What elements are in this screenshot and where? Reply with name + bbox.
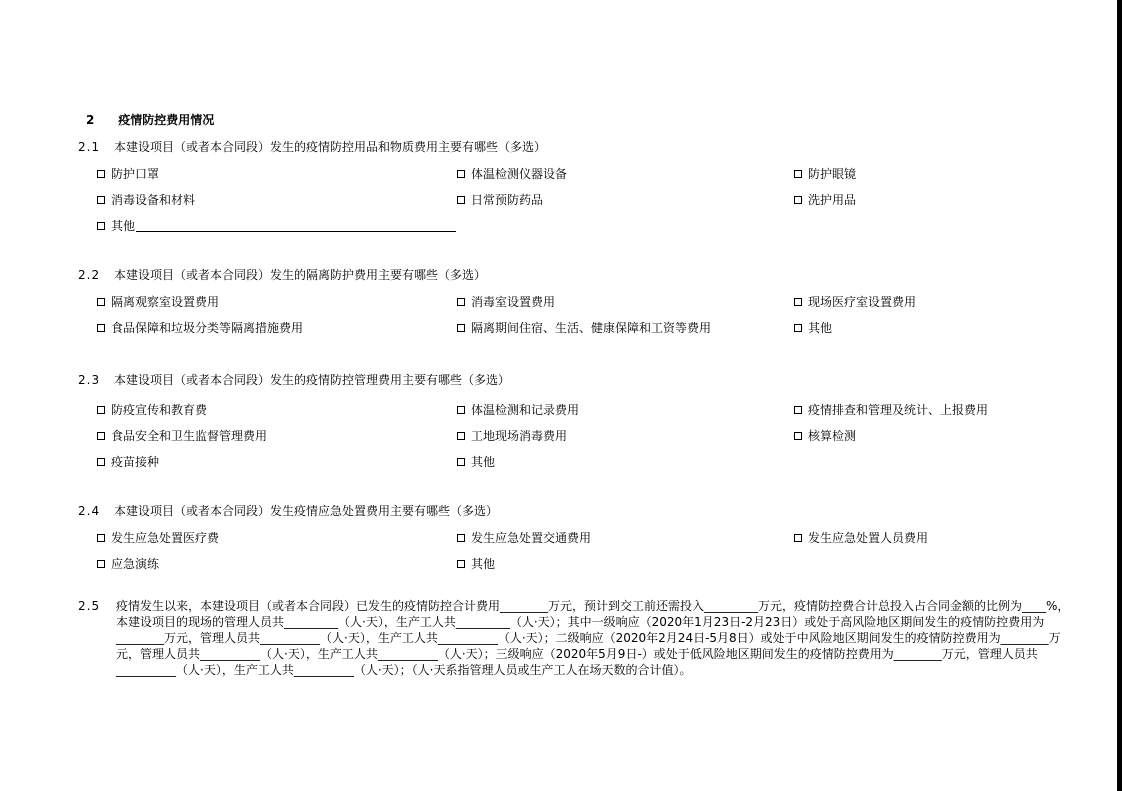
option-label: 疫苗接种 [111, 455, 160, 469]
checkbox-icon[interactable] [457, 432, 465, 440]
checkbox-option[interactable] [97, 401, 207, 418]
checkbox-option[interactable] [794, 319, 832, 336]
question-number: 2.3 [78, 373, 101, 387]
checkbox-icon[interactable] [457, 406, 465, 414]
option-label: 消毒设备和材料 [111, 193, 196, 207]
checkbox-icon[interactable] [794, 432, 802, 440]
checkbox-icon[interactable] [97, 298, 105, 306]
section-title [86, 111, 214, 128]
option-label: 日常预防药品 [471, 193, 544, 207]
checkbox-icon[interactable] [457, 170, 465, 178]
checkbox-icon[interactable] [97, 222, 105, 230]
checkbox-option[interactable] [457, 529, 591, 546]
checkbox-option[interactable] [97, 165, 159, 182]
option-label: 其他 [111, 219, 136, 233]
option-label: 应急演练 [111, 557, 160, 571]
option-label: 隔离期间住宿、生活、健康保障和工资等费用 [471, 321, 712, 335]
page-edge [1117, 0, 1122, 791]
checkbox-icon[interactable] [97, 324, 105, 332]
option-label: 隔离观察室设置费用 [111, 295, 220, 309]
checkbox-icon[interactable] [97, 406, 105, 414]
checkbox-option[interactable] [457, 555, 495, 572]
checkbox-icon[interactable] [794, 324, 802, 332]
checkbox-icon[interactable] [457, 196, 465, 204]
checkbox-icon[interactable] [97, 560, 105, 568]
checkbox-option[interactable] [794, 529, 928, 546]
other-fill-line[interactable] [136, 219, 456, 232]
checkbox-option[interactable] [457, 191, 543, 208]
checkbox-option[interactable] [97, 427, 267, 444]
question-number: 2.1 [78, 140, 101, 154]
option-label: 消毒室设置费用 [471, 295, 556, 309]
checkbox-option[interactable] [457, 165, 567, 182]
checkbox-option[interactable] [457, 453, 495, 470]
checkbox-option[interactable] [794, 427, 856, 444]
option-label: 其他 [471, 557, 496, 571]
checkbox-option[interactable] [97, 555, 159, 572]
question-number: 2.4 [78, 504, 101, 518]
checkbox-option[interactable] [97, 319, 303, 336]
option-label: 洗护用品 [808, 193, 857, 207]
question-text: 本建设项目（或者本合同段）发生疫情应急处置费用主要有哪些（多选） [114, 504, 499, 518]
checkbox-option[interactable] [457, 427, 567, 444]
checkbox-option[interactable] [97, 293, 219, 310]
checkbox-option[interactable] [457, 319, 711, 336]
question-text: 本建设项目（或者本合同段）发生的疫情防控用品和物质费用主要有哪些（多选） [114, 140, 547, 154]
option-label: 现场医疗室设置费用 [808, 295, 917, 309]
option-label: 防护口罩 [111, 167, 160, 181]
section-number: 2 [86, 113, 95, 127]
checkbox-icon[interactable] [457, 298, 465, 306]
question-number: 2.2 [78, 268, 101, 282]
question-number: 2.5 [78, 599, 101, 613]
option-label: 体温检测仪器设备 [471, 167, 568, 181]
question-2-5-text[interactable]: 疫情发生以来，本建设项目（或者本合同段）已发生的疫情防控合计费用________万元，预计到交工前还需投入_________万元，疫情防控费合计总投入占合同金额的比例为____%，本建设项目的现场的管理人员共_________（人·天），生产工人共_________（人·天）；其中一级响应（2020年1月23日-2月23日）或处于高风险地区期间发生的疫情防控费用为________万元，管理人员共__________（人·天），生产工人共__________（人·天）；二级响应（2020年2月24日-5月8日）或处于中风险地区期间发生的疫情防控费用为________万元，管理人员共__________（人·天），生产工人共__________（人·天）；三级响应（2020年5月9日-）或处于低风险地区期间发生的疫情防控费用为________万元，管理人员共__________（人·天），生产工人共__________（人·天）；（人·天系指管理人员或生产工人在场天数的合计值）。 [116, 599, 1070, 677]
checkbox-icon[interactable] [97, 170, 105, 178]
question-text: 本建设项目（或者本合同段）发生的疫情防控管理费用主要有哪些（多选） [114, 373, 511, 387]
question-2-5 [78, 598, 1078, 678]
checkbox-option[interactable] [794, 191, 856, 208]
checkbox-option[interactable] [97, 453, 159, 470]
checkbox-icon[interactable] [97, 196, 105, 204]
checkbox-icon[interactable] [794, 170, 802, 178]
checkbox-option[interactable] [97, 529, 219, 546]
option-label: 发生应急处置医疗费 [111, 531, 220, 545]
option-label: 发生应急处置人员费用 [808, 531, 929, 545]
option-label: 食品安全和卫生监督管理费用 [111, 429, 268, 443]
question-2-4 [78, 502, 498, 519]
option-label: 发生应急处置交通费用 [471, 531, 592, 545]
checkbox-icon[interactable] [457, 324, 465, 332]
checkbox-option-other[interactable] [97, 217, 456, 234]
checkbox-icon[interactable] [97, 432, 105, 440]
question-2-2 [78, 266, 486, 283]
checkbox-icon[interactable] [794, 196, 802, 204]
checkbox-option[interactable] [794, 293, 916, 310]
checkbox-option[interactable] [97, 191, 195, 208]
question-2-1 [78, 138, 546, 155]
option-label: 工地现场消毒费用 [471, 429, 568, 443]
checkbox-icon[interactable] [794, 298, 802, 306]
checkbox-icon[interactable] [97, 458, 105, 466]
option-label: 体温检测和记录费用 [471, 403, 580, 417]
checkbox-option[interactable] [794, 401, 988, 418]
option-label: 防疫宣传和教育费 [111, 403, 208, 417]
option-label: 食品保障和垃圾分类等隔离措施费用 [111, 321, 304, 335]
checkbox-icon[interactable] [794, 406, 802, 414]
checkbox-icon[interactable] [457, 458, 465, 466]
option-label: 防护眼镜 [808, 167, 857, 181]
question-2-3 [78, 371, 510, 388]
section-title-text: 疫情防控费用情况 [118, 113, 215, 127]
option-label: 其他 [471, 455, 496, 469]
checkbox-icon[interactable] [794, 534, 802, 542]
checkbox-option[interactable] [457, 401, 579, 418]
option-label: 疫情排查和管理及统计、上报费用 [808, 403, 989, 417]
checkbox-option[interactable] [457, 293, 555, 310]
option-label: 其他 [808, 321, 833, 335]
option-label: 核算检测 [808, 429, 857, 443]
checkbox-option[interactable] [794, 165, 856, 182]
checkbox-icon[interactable] [457, 534, 465, 542]
checkbox-icon[interactable] [457, 560, 465, 568]
question-text: 本建设项目（或者本合同段）发生的隔离防护费用主要有哪些（多选） [114, 268, 487, 282]
checkbox-icon[interactable] [97, 534, 105, 542]
